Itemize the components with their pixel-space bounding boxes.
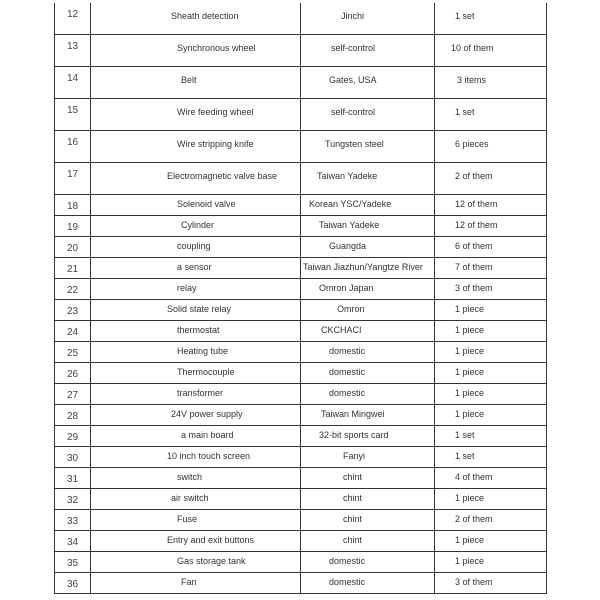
part-quantity-cell — [435, 405, 547, 426]
part-quantity: 2 of them — [455, 514, 493, 524]
part-brand: Fanyi — [343, 451, 366, 461]
part-name-cell — [91, 531, 301, 552]
row-number-cell — [55, 195, 91, 216]
row-number-cell — [55, 384, 91, 405]
part-brand: domestic — [329, 346, 366, 356]
row-number: 22 — [66, 285, 79, 296]
part-quantity-cell — [435, 552, 547, 573]
part-brand-cell — [301, 195, 435, 216]
table-row — [55, 405, 547, 426]
part-quantity-cell — [435, 195, 547, 216]
part-quantity: 12 of them — [455, 199, 498, 209]
part-name: Fuse — [177, 514, 198, 524]
part-quantity: 1 piece — [455, 556, 485, 566]
row-number: 19 — [66, 222, 79, 233]
part-brand-cell — [301, 258, 435, 279]
part-name: Wire stripping knife — [177, 139, 254, 149]
row-number-cell — [55, 131, 91, 163]
row-number-cell — [55, 426, 91, 447]
part-brand: self-control — [331, 107, 376, 117]
part-name-cell — [91, 552, 301, 573]
row-number: 17 — [66, 169, 79, 180]
part-quantity: 3 items — [457, 75, 487, 85]
part-quantity-cell — [435, 489, 547, 510]
part-quantity: 3 of them — [455, 577, 493, 587]
part-quantity-cell — [435, 573, 547, 594]
row-number: 14 — [66, 73, 79, 84]
part-quantity: 1 piece — [455, 367, 485, 377]
part-name: Thermocouple — [177, 367, 235, 377]
part-quantity: 1 set — [455, 107, 475, 117]
row-number: 33 — [66, 516, 79, 527]
part-quantity: 1 set — [455, 11, 475, 21]
part-name-cell — [91, 426, 301, 447]
part-brand-cell — [301, 363, 435, 384]
part-brand-cell — [301, 510, 435, 531]
table-row — [55, 531, 547, 552]
part-name-cell — [91, 3, 301, 35]
row-number: 29 — [66, 432, 79, 443]
part-quantity: 1 piece — [455, 409, 485, 419]
part-name: a sensor — [177, 262, 212, 272]
part-name-cell — [91, 131, 301, 163]
table-row — [55, 321, 547, 342]
part-brand: Tungsten steel — [325, 139, 384, 149]
table-row — [55, 99, 547, 131]
row-number: 34 — [66, 537, 79, 548]
part-name: Synchronous wheel — [177, 43, 256, 53]
row-number: 23 — [66, 306, 79, 317]
part-quantity-cell — [435, 216, 547, 237]
part-quantity: 1 piece — [455, 493, 485, 503]
part-name: Wire feeding wheel — [177, 107, 254, 117]
table-row — [55, 552, 547, 573]
part-name-cell — [91, 258, 301, 279]
part-name-cell — [91, 489, 301, 510]
part-brand: Gates, USA — [329, 75, 377, 85]
part-quantity-cell — [435, 279, 547, 300]
row-number: 13 — [66, 41, 79, 52]
part-name-cell — [91, 384, 301, 405]
row-number-cell — [55, 363, 91, 384]
row-number-cell — [55, 216, 91, 237]
row-number-cell — [55, 489, 91, 510]
table-row — [55, 300, 547, 321]
part-brand: chint — [343, 493, 363, 503]
row-number-cell — [55, 279, 91, 300]
part-quantity: 1 piece — [455, 388, 485, 398]
part-name-cell — [91, 468, 301, 489]
table-row — [55, 447, 547, 468]
part-brand: domestic — [329, 577, 366, 587]
part-name: Fan — [181, 577, 197, 587]
table-row — [55, 35, 547, 67]
row-number-cell — [55, 321, 91, 342]
part-name-cell — [91, 216, 301, 237]
part-quantity: 12 of them — [455, 220, 498, 230]
part-name: Electromagnetic valve base — [167, 171, 278, 181]
row-number: 25 — [66, 348, 79, 359]
part-name-cell — [91, 237, 301, 258]
part-brand: Taiwan Mingwei — [321, 409, 385, 419]
part-brand: Omron — [337, 304, 365, 314]
part-brand-cell — [301, 552, 435, 573]
part-name-cell — [91, 35, 301, 67]
part-quantity: 1 piece — [455, 325, 485, 335]
part-name: 24V power supply — [171, 409, 243, 419]
part-brand-cell — [301, 447, 435, 468]
part-name-cell — [91, 573, 301, 594]
part-brand: Omron Japan — [319, 283, 374, 293]
part-quantity: 3 of them — [455, 283, 493, 293]
part-quantity: 2 of them — [455, 171, 493, 181]
table-row — [55, 67, 547, 99]
part-quantity: 1 piece — [455, 535, 485, 545]
part-brand-cell — [301, 342, 435, 363]
part-name: transformer — [177, 388, 224, 398]
row-number-cell — [55, 405, 91, 426]
row-number: 32 — [66, 495, 79, 506]
table-row — [55, 3, 547, 35]
part-quantity: 1 set — [455, 430, 475, 440]
part-brand-cell — [301, 405, 435, 426]
row-number-cell — [55, 468, 91, 489]
part-brand-cell — [301, 531, 435, 552]
part-quantity-cell — [435, 342, 547, 363]
part-brand-cell — [301, 3, 435, 35]
part-brand: chint — [343, 472, 363, 482]
part-quantity: 6 pieces — [455, 139, 489, 149]
part-brand: self-control — [331, 43, 376, 53]
part-quantity-cell — [435, 447, 547, 468]
part-name: coupling — [177, 241, 211, 251]
part-quantity-cell — [435, 99, 547, 131]
part-brand-cell — [301, 99, 435, 131]
part-brand: Korean YSC/Yadeke — [309, 199, 392, 209]
part-quantity-cell — [435, 35, 547, 67]
part-brand: domestic — [329, 556, 366, 566]
table-row — [55, 131, 547, 163]
part-brand: 32-bit sports card — [319, 430, 389, 440]
part-brand-cell — [301, 426, 435, 447]
row-number-cell — [55, 531, 91, 552]
row-number-cell — [55, 447, 91, 468]
row-number: 30 — [66, 453, 79, 464]
part-brand-cell — [301, 573, 435, 594]
part-brand-cell — [301, 237, 435, 258]
row-number: 16 — [66, 137, 79, 148]
part-brand-cell — [301, 216, 435, 237]
part-quantity-cell — [435, 363, 547, 384]
table-row — [55, 573, 547, 594]
part-brand-cell — [301, 131, 435, 163]
row-number-cell — [55, 67, 91, 99]
part-brand: domestic — [329, 367, 366, 377]
part-name: Solid state relay — [167, 304, 232, 314]
row-number: 18 — [66, 201, 79, 212]
table-row — [55, 163, 547, 195]
table-row — [55, 258, 547, 279]
part-name: relay — [177, 283, 197, 293]
part-brand: chint — [343, 535, 363, 545]
row-number-cell — [55, 35, 91, 67]
row-number-cell — [55, 573, 91, 594]
part-name-cell — [91, 99, 301, 131]
part-name: Cylinder — [181, 220, 215, 230]
part-brand-cell — [301, 489, 435, 510]
part-brand-cell — [301, 279, 435, 300]
part-quantity: 4 of them — [455, 472, 493, 482]
part-brand: CKCHACI — [321, 325, 362, 335]
part-brand-cell — [301, 468, 435, 489]
row-number-cell — [55, 258, 91, 279]
part-name-cell — [91, 510, 301, 531]
part-name-cell — [91, 300, 301, 321]
table-row — [55, 426, 547, 447]
part-name: air switch — [171, 493, 209, 503]
table-row — [55, 468, 547, 489]
row-number-cell — [55, 163, 91, 195]
part-name: thermostat — [177, 325, 220, 335]
part-quantity-cell — [435, 237, 547, 258]
table-row — [55, 363, 547, 384]
row-number: 31 — [66, 474, 79, 485]
row-number: 20 — [66, 243, 79, 254]
part-brand-cell — [301, 384, 435, 405]
part-name: Heating tube — [177, 346, 229, 356]
part-quantity-cell — [435, 510, 547, 531]
part-name: Solenoid valve — [177, 199, 236, 209]
part-name-cell — [91, 279, 301, 300]
part-brand: Taiwan Jiazhun/Yangtze River — [303, 262, 423, 272]
part-brand: Taiwan Yadeke — [319, 220, 380, 230]
part-name: Entry and exit buttons — [167, 535, 255, 545]
part-quantity-cell — [435, 131, 547, 163]
part-name: 10 inch touch screen — [167, 451, 251, 461]
part-name: Sheath detection — [171, 11, 239, 21]
row-number: 21 — [66, 264, 79, 275]
row-number: 26 — [66, 369, 79, 380]
row-number-cell — [55, 99, 91, 131]
parts-table-body — [55, 3, 547, 594]
part-quantity-cell — [435, 163, 547, 195]
part-quantity-cell — [435, 468, 547, 489]
parts-table — [54, 3, 547, 594]
part-quantity: 10 of them — [451, 43, 494, 53]
part-brand-cell — [301, 163, 435, 195]
part-name-cell — [91, 163, 301, 195]
table-row — [55, 384, 547, 405]
row-number: 15 — [66, 105, 79, 116]
part-name: switch — [177, 472, 203, 482]
part-brand-cell — [301, 35, 435, 67]
row-number-cell — [55, 237, 91, 258]
part-quantity-cell — [435, 384, 547, 405]
part-quantity-cell — [435, 426, 547, 447]
part-quantity-cell — [435, 300, 547, 321]
row-number-cell — [55, 3, 91, 35]
part-brand: Taiwan Yadeke — [317, 171, 378, 181]
part-brand: chint — [343, 514, 363, 524]
part-quantity-cell — [435, 3, 547, 35]
part-brand: domestic — [329, 388, 366, 398]
part-brand: Guangda — [329, 241, 367, 251]
table-row — [55, 216, 547, 237]
table-row — [55, 342, 547, 363]
row-number: 27 — [66, 390, 79, 401]
row-number-cell — [55, 300, 91, 321]
part-brand-cell — [301, 321, 435, 342]
row-number: 28 — [66, 411, 79, 422]
row-number: 12 — [66, 9, 79, 20]
row-number-cell — [55, 552, 91, 573]
part-brand: Jinchi — [341, 11, 365, 21]
row-number-cell — [55, 342, 91, 363]
table-row — [55, 279, 547, 300]
part-quantity: 1 set — [455, 451, 475, 461]
row-number: 35 — [66, 558, 79, 569]
part-name-cell — [91, 321, 301, 342]
row-number: 24 — [66, 327, 79, 338]
part-quantity-cell — [435, 258, 547, 279]
part-quantity: 7 of them — [455, 262, 493, 272]
part-brand-cell — [301, 300, 435, 321]
part-name-cell — [91, 363, 301, 384]
part-name-cell — [91, 67, 301, 99]
part-quantity: 1 piece — [455, 346, 485, 356]
part-name: Belt — [181, 75, 197, 85]
part-name-cell — [91, 447, 301, 468]
part-quantity-cell — [435, 67, 547, 99]
part-name-cell — [91, 342, 301, 363]
part-quantity: 6 of them — [455, 241, 493, 251]
row-number-cell — [55, 510, 91, 531]
part-name: Gas storage tank — [177, 556, 246, 566]
part-name-cell — [91, 405, 301, 426]
table-row — [55, 237, 547, 258]
table-row — [55, 510, 547, 531]
part-quantity-cell — [435, 321, 547, 342]
table-row — [55, 489, 547, 510]
part-brand-cell — [301, 67, 435, 99]
part-quantity: 1 piece — [455, 304, 485, 314]
part-quantity-cell — [435, 531, 547, 552]
part-name: a main board — [181, 430, 234, 440]
table-row — [55, 195, 547, 216]
part-name-cell — [91, 195, 301, 216]
row-number: 36 — [66, 579, 79, 590]
